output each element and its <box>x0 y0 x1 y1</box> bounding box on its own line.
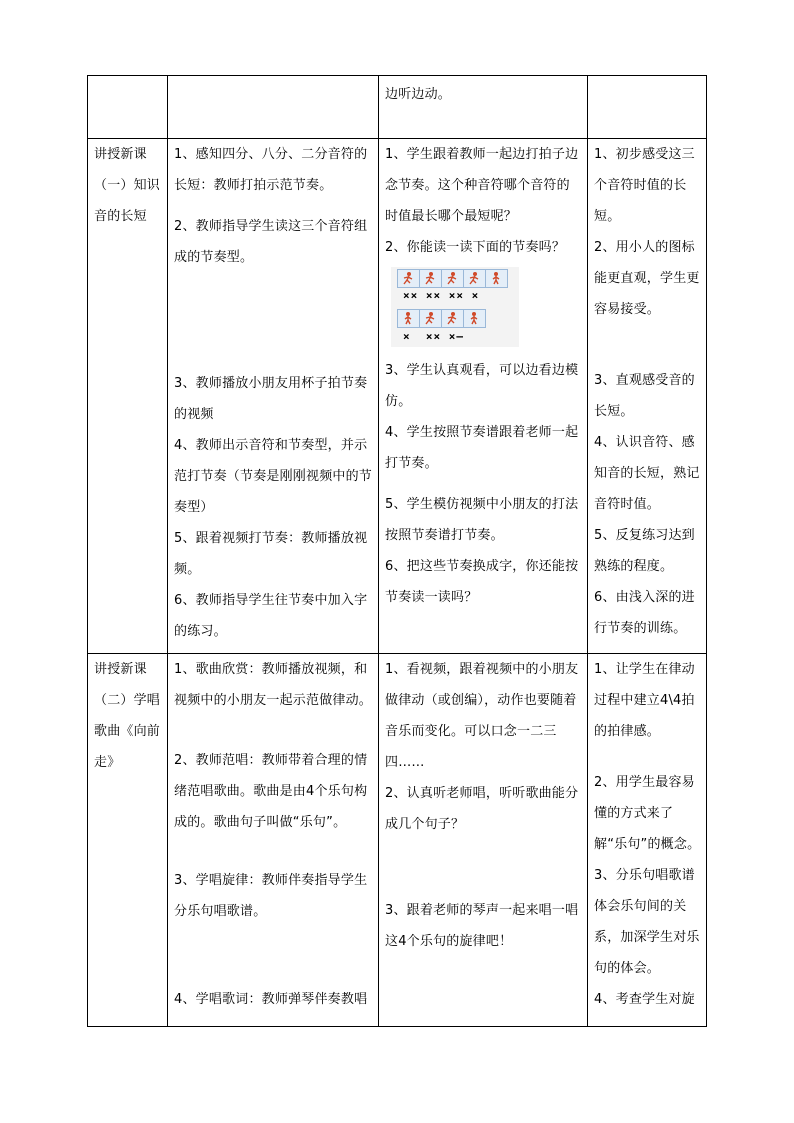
rhythm-notation: ×× ×× ×× × <box>403 289 480 302</box>
rhythm-notation: × ×× ×— <box>403 330 464 343</box>
purpose-step: 1、初步感受这三个音符时值的长短。 <box>594 147 695 224</box>
section-title-line: 音的长短 <box>94 209 147 224</box>
student-step: 1、看视频，跟着视频中的小朋友做律动（或创编），动作也要随着音乐而变化。可以口念一二三四…… <box>385 662 579 770</box>
student-step: 3、学生认真观看，可以边看边模仿。 <box>385 363 579 409</box>
cell-section-title <box>88 139 168 654</box>
cell-empty <box>88 76 168 139</box>
cell-student-activity <box>379 139 588 654</box>
purpose-step: 4、认识音符、感知音的长短，熟记音符时值。 <box>594 435 700 512</box>
purpose-step: 1、让学生在律动过程中建立4\4拍的拍律感。 <box>594 662 695 739</box>
runner-icon <box>442 310 464 327</box>
table-row <box>88 76 707 139</box>
teacher-step: 5、跟着视频打节奏：教师播放视频。 <box>174 531 368 577</box>
student-step: 6、把这些节奏换成字，你还能按节奏读一读吗？ <box>385 559 579 605</box>
teacher-step: 3、学唱旋律：教师伴奏指导学生分乐句唱歌谱。 <box>174 873 368 919</box>
purpose-step: 6、由浅入深的进行节奏的训练。 <box>594 590 695 636</box>
rhythm-icon-bar <box>397 269 508 288</box>
section-title-line: （一）知识 <box>94 178 161 193</box>
cell-teacher-activity <box>168 139 379 654</box>
teacher-step: 2、教师指导学生读这三个音符组成的节奏型。 <box>174 219 368 265</box>
cell-empty <box>168 76 379 139</box>
teacher-step: 4、学唱歌词：教师弹琴伴奏教唱 <box>174 992 368 1007</box>
purpose-step: 3、直观感受音的长短。 <box>594 373 695 419</box>
teacher-step: 3、教师播放小朋友用杯子拍节奏的视频 <box>174 376 368 422</box>
student-step: 边听边动。 <box>385 87 452 102</box>
table-row <box>88 139 707 654</box>
student-step: 3、跟着老师的琴声一起来唱一唱这4个乐句的旋律吧！ <box>385 903 579 949</box>
walker-icon <box>464 310 485 327</box>
runner-icon <box>420 310 442 327</box>
teacher-step: 1、感知四分、八分、二分音符的长短：教师打拍示范节奏。 <box>174 147 368 193</box>
runner-icon <box>464 270 486 287</box>
lesson-plan-table <box>87 75 707 1027</box>
runner-icon <box>442 270 464 287</box>
cell-design-purpose <box>588 139 707 654</box>
runner-icon <box>420 270 442 287</box>
section-title-line: 讲授新课 <box>94 147 147 162</box>
student-step: 2、认真听老师唱，听听歌曲能分成几个句子？ <box>385 786 579 832</box>
teacher-step: 2、教师范唱：教师带着合理的情绪范唱歌曲。歌曲是由4个乐句构成的。歌曲句子叫做“乐句”。 <box>174 753 368 830</box>
purpose-step: 3、分乐句唱歌谱体会乐句间的关系，加深学生对乐句的体会。 <box>594 868 700 976</box>
student-step: 2、你能读一读下面的节奏吗？ <box>385 240 566 255</box>
rhythm-figure <box>391 267 519 347</box>
rhythm-icon-bar <box>397 309 486 328</box>
section-title-line: 走》 <box>94 755 121 770</box>
student-step: 1、学生跟着教师一起边打拍子边念节奏。这个种音符哪个音符的时值最长哪个最短呢？ <box>385 147 579 224</box>
cell-section-title <box>88 654 168 1027</box>
purpose-step: 4、考查学生对旋 <box>594 992 695 1007</box>
student-step: 4、学生按照节奏谱跟着老师一起打节奏。 <box>385 425 579 471</box>
walker-icon <box>398 310 420 327</box>
cell-teacher-activity <box>168 654 379 1027</box>
purpose-step: 5、反复练习达到熟练的程度。 <box>594 528 695 574</box>
student-step: 5、学生模仿视频中小朋友的打法按照节奏谱打节奏。 <box>385 497 579 543</box>
table-row <box>88 654 707 1027</box>
section-title-line: 歌曲《向前 <box>94 724 161 739</box>
teacher-step: 1、歌曲欣赏：教师播放视频，和视频中的小朋友一起示范做律动。 <box>174 662 373 708</box>
walker-icon <box>486 270 507 287</box>
runner-icon <box>398 270 420 287</box>
teacher-step: 4、教师出示音符和节奏型，并示范打节奏（节奏是刚刚视频中的节奏型） <box>174 438 373 515</box>
section-title-line: 讲授新课 <box>94 662 147 677</box>
cell-design-purpose <box>588 654 707 1027</box>
cell-student-activity <box>379 76 588 139</box>
section-title-line: （二）学唱 <box>94 693 161 708</box>
purpose-step: 2、用学生最容易懂的方式来了解“乐句”的概念。 <box>594 775 701 852</box>
cell-student-activity <box>379 654 588 1027</box>
teacher-step: 6、教师指导学生往节奏中加入字的练习。 <box>174 593 368 639</box>
purpose-step: 2、用小人的图标能更直观，学生更容易接受。 <box>594 240 700 317</box>
cell-empty <box>588 76 707 139</box>
